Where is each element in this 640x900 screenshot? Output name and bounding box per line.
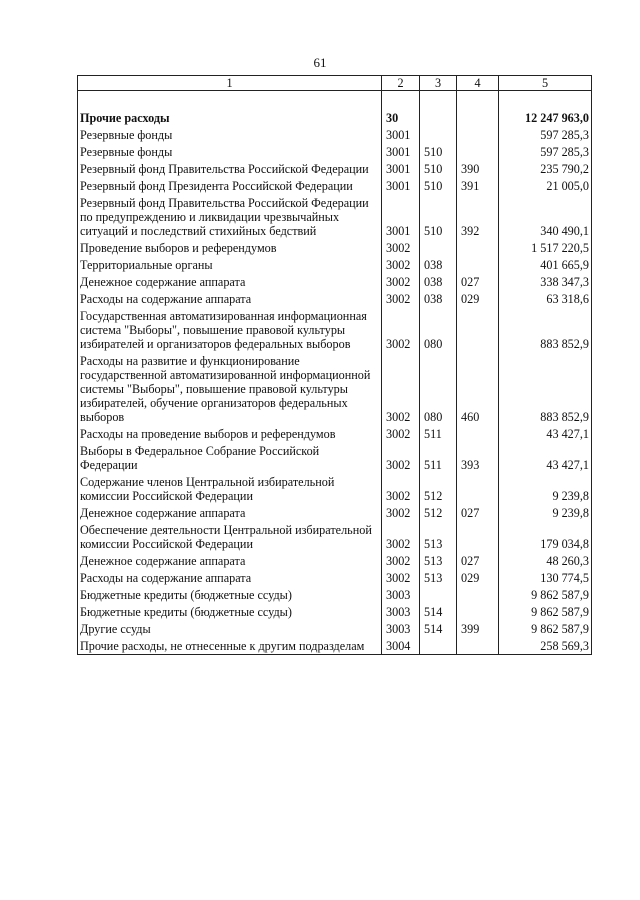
target-code-cell: 510	[420, 177, 457, 194]
section-code-cell: 3002	[382, 521, 420, 552]
section-code-cell: 3002	[382, 273, 420, 290]
amount-cell: 1 517 220,5	[499, 239, 592, 256]
row-name-cell: Денежное содержание аппарата	[78, 504, 382, 521]
amount-cell: 883 852,9	[499, 307, 592, 352]
table-row	[78, 586, 592, 603]
target-code-cell	[420, 109, 457, 126]
row-name-cell: Проведение выборов и референдумов	[78, 239, 382, 256]
section-code-cell: 3002	[382, 352, 420, 425]
expense-code-cell	[457, 586, 499, 603]
section-code-cell: 3001	[382, 177, 420, 194]
target-code-cell	[420, 586, 457, 603]
row-name-cell: Расходы на содержание аппарата	[78, 569, 382, 586]
row-name-cell: Резервные фонды	[78, 143, 382, 160]
row-name-cell: Прочие расходы, не отнесенные к другим подразделам	[78, 637, 382, 655]
table-row	[78, 160, 592, 177]
section-code-cell: 3001	[382, 160, 420, 177]
amount-cell: 130 774,5	[499, 569, 592, 586]
column-header-3: 3	[420, 76, 457, 91]
target-code-cell: 510	[420, 160, 457, 177]
row-name-cell: Резервные фонды	[78, 126, 382, 143]
expense-code-cell: 399	[457, 620, 499, 637]
section-code-cell: 3003	[382, 603, 420, 620]
table-row	[78, 177, 592, 194]
expense-code-cell	[457, 603, 499, 620]
spacer-row	[78, 91, 592, 110]
row-name-cell: Резервный фонд Президента Российской Федерации	[78, 177, 382, 194]
section-code-cell: 3001	[382, 126, 420, 143]
table-row	[78, 552, 592, 569]
row-name-cell: Бюджетные кредиты (бюджетные ссуды)	[78, 586, 382, 603]
table-row	[78, 425, 592, 442]
expense-code-cell: 460	[457, 352, 499, 425]
table-row	[78, 256, 592, 273]
row-name-cell: Расходы на содержание аппарата	[78, 290, 382, 307]
section-code-cell: 3002	[382, 552, 420, 569]
section-code-cell: 3004	[382, 637, 420, 655]
table-row	[78, 521, 592, 552]
target-code-cell: 080	[420, 352, 457, 425]
target-code-cell: 038	[420, 290, 457, 307]
target-code-cell: 513	[420, 569, 457, 586]
expense-code-cell	[457, 521, 499, 552]
amount-cell: 43 427,1	[499, 425, 592, 442]
section-code-cell: 3001	[382, 143, 420, 160]
expense-code-cell: 393	[457, 442, 499, 473]
row-name-cell: Резервный фонд Правительства Российской Федерации	[78, 160, 382, 177]
target-code-cell: 513	[420, 552, 457, 569]
expense-code-cell	[457, 637, 499, 655]
amount-cell: 9 239,8	[499, 473, 592, 504]
expense-code-cell	[457, 126, 499, 143]
expense-code-cell	[457, 473, 499, 504]
table-row	[78, 603, 592, 620]
row-name-cell: Государственная автоматизированная информационная система "Выборы", повышение правовой культуры избирателей и организаторов федеральных выборов	[78, 307, 382, 352]
expense-code-cell	[457, 109, 499, 126]
row-name-cell: Резервный фонд Правительства Российской Федерации по предупреждению и ликвидации чрезвычайных ситуаций и последствий стихийных бедствий	[78, 194, 382, 239]
table-row	[78, 352, 592, 425]
table-row	[78, 637, 592, 655]
expense-code-cell	[457, 143, 499, 160]
column-number-row	[78, 76, 592, 91]
amount-cell: 338 347,3	[499, 273, 592, 290]
table-row	[78, 569, 592, 586]
target-code-cell: 514	[420, 620, 457, 637]
amount-cell: 9 862 587,9	[499, 620, 592, 637]
table-row	[78, 194, 592, 239]
row-name-cell: Бюджетные кредиты (бюджетные ссуды)	[78, 603, 382, 620]
amount-cell: 340 490,1	[499, 194, 592, 239]
target-code-cell: 510	[420, 194, 457, 239]
section-code-cell: 3002	[382, 504, 420, 521]
section-code-cell: 3002	[382, 569, 420, 586]
amount-cell: 48 260,3	[499, 552, 592, 569]
target-code-cell: 038	[420, 273, 457, 290]
target-code-cell: 038	[420, 256, 457, 273]
target-code-cell: 512	[420, 473, 457, 504]
row-name-cell: Денежное содержание аппарата	[78, 552, 382, 569]
row-name-cell: Территориальные органы	[78, 256, 382, 273]
row-name-cell: Прочие расходы	[78, 109, 382, 126]
target-code-cell: 510	[420, 143, 457, 160]
target-code-cell	[420, 239, 457, 256]
target-code-cell: 511	[420, 442, 457, 473]
section-code-cell: 3003	[382, 586, 420, 603]
target-code-cell: 512	[420, 504, 457, 521]
amount-cell: 401 665,9	[499, 256, 592, 273]
amount-cell: 21 005,0	[499, 177, 592, 194]
row-name-cell: Денежное содержание аппарата	[78, 273, 382, 290]
table-row	[78, 504, 592, 521]
target-code-cell: 513	[420, 521, 457, 552]
expense-code-cell	[457, 425, 499, 442]
amount-cell: 9 862 587,9	[499, 603, 592, 620]
row-name-cell: Обеспечение деятельности Центральной избирательной комиссии Российской Федерации	[78, 521, 382, 552]
section-code-cell: 3002	[382, 473, 420, 504]
row-name-cell: Расходы на развитие и функционирование государственной автоматизированной информационной системы "Выборы", повышение правовой культуры избирателей, обучение организаторов федеральных выборов	[78, 352, 382, 425]
table-row	[78, 620, 592, 637]
expense-code-cell: 027	[457, 504, 499, 521]
expense-code-cell	[457, 239, 499, 256]
column-header-1: 1	[78, 76, 382, 91]
amount-cell: 43 427,1	[499, 442, 592, 473]
table-row	[78, 473, 592, 504]
column-header-4: 4	[457, 76, 499, 91]
budget-table	[77, 75, 592, 655]
amount-cell: 235 790,2	[499, 160, 592, 177]
table-row	[78, 126, 592, 143]
expense-code-cell: 027	[457, 273, 499, 290]
section-code-cell: 3002	[382, 425, 420, 442]
amount-cell: 883 852,9	[499, 352, 592, 425]
expense-code-cell: 392	[457, 194, 499, 239]
table-row	[78, 273, 592, 290]
amount-cell: 179 034,8	[499, 521, 592, 552]
target-code-cell	[420, 637, 457, 655]
amount-cell: 9 862 587,9	[499, 586, 592, 603]
section-code-cell: 3003	[382, 620, 420, 637]
section-code-cell: 3002	[382, 290, 420, 307]
expense-code-cell: 027	[457, 552, 499, 569]
section-code-cell: 3002	[382, 307, 420, 352]
amount-cell: 63 318,6	[499, 290, 592, 307]
table-row	[78, 109, 592, 126]
amount-cell: 9 239,8	[499, 504, 592, 521]
section-code-cell: 3002	[382, 442, 420, 473]
table-row	[78, 290, 592, 307]
table-row	[78, 143, 592, 160]
amount-cell: 597 285,3	[499, 143, 592, 160]
table-row	[78, 239, 592, 256]
section-code-cell: 3001	[382, 194, 420, 239]
expense-code-cell: 391	[457, 177, 499, 194]
column-header-5: 5	[499, 76, 592, 91]
table-row	[78, 307, 592, 352]
page-number: 61	[313, 55, 327, 70]
table-body	[78, 91, 592, 655]
target-code-cell: 080	[420, 307, 457, 352]
target-code-cell	[420, 126, 457, 143]
table-row	[78, 442, 592, 473]
amount-cell: 597 285,3	[499, 126, 592, 143]
expense-code-cell: 029	[457, 290, 499, 307]
section-code-cell: 30	[382, 109, 420, 126]
section-code-cell: 3002	[382, 239, 420, 256]
target-code-cell: 514	[420, 603, 457, 620]
expense-code-cell	[457, 256, 499, 273]
row-name-cell: Выборы в Федеральное Собрание Российской Федерации	[78, 442, 382, 473]
expense-code-cell: 029	[457, 569, 499, 586]
row-name-cell: Содержание членов Центральной избирательной комиссии Российской Федерации	[78, 473, 382, 504]
target-code-cell: 511	[420, 425, 457, 442]
section-code-cell: 3002	[382, 256, 420, 273]
row-name-cell: Другие ссуды	[78, 620, 382, 637]
expense-code-cell: 390	[457, 160, 499, 177]
expense-code-cell	[457, 307, 499, 352]
amount-cell: 12 247 963,0	[499, 109, 592, 126]
amount-cell: 258 569,3	[499, 637, 592, 655]
column-header-2: 2	[382, 76, 420, 91]
row-name-cell: Расходы на проведение выборов и референдумов	[78, 425, 382, 442]
